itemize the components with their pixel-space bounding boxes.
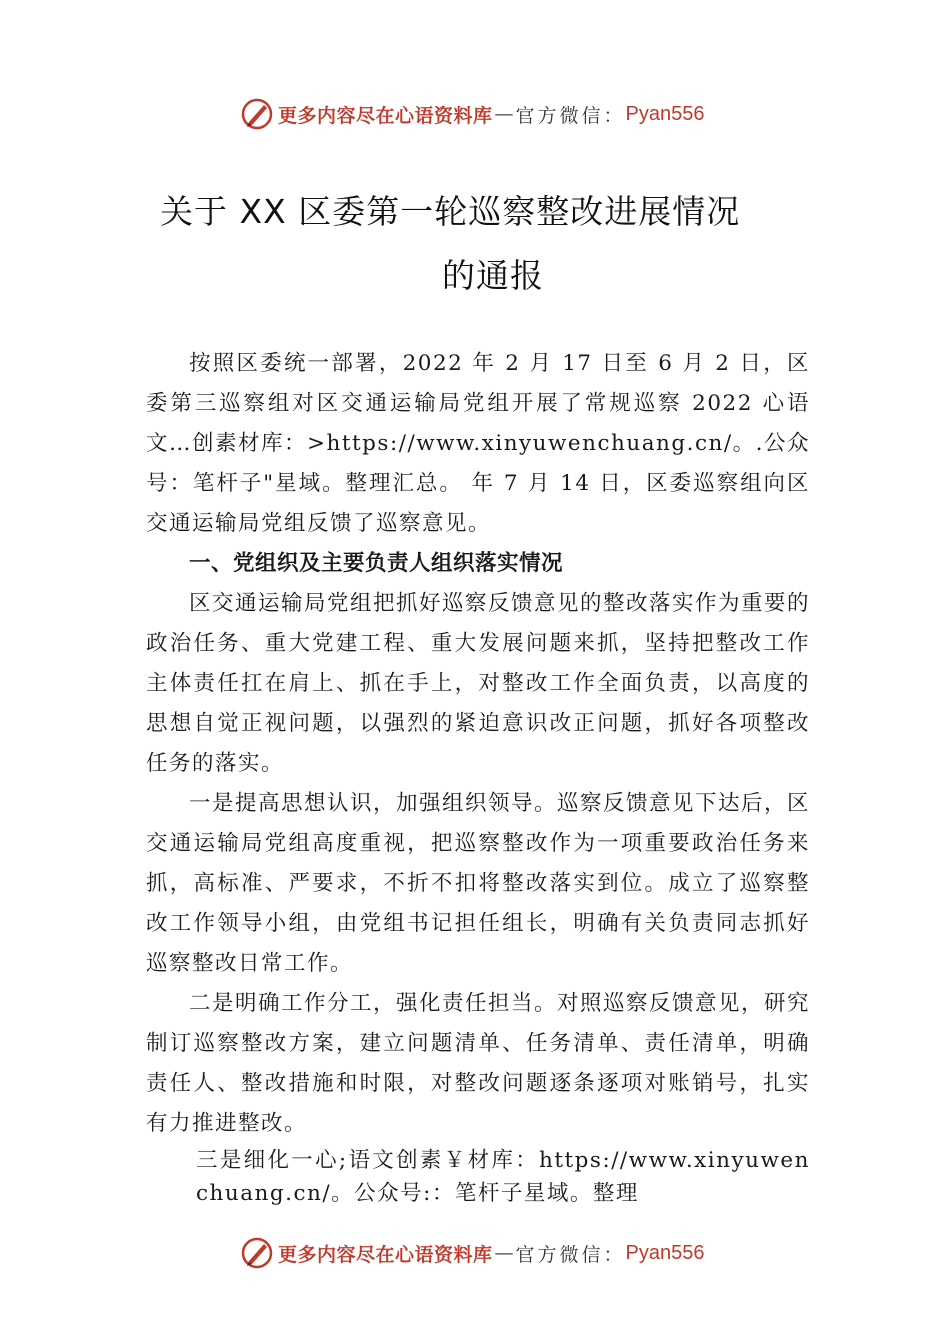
paragraph-3: 二是明确工作分工，强化责任担当。对照巡察反馈意见，研究制订巡察整改方案，建立问题清单、任务清单、责任清单，明确责任人、整改措施和时限，对整改问题逐条逐项对账销号，扎实有力推进整改。 [146,991,811,1136]
header-banner [240,94,705,134]
footer-banner-main-text: 更多内容尽在心语资料库 [278,1243,493,1266]
document-title-line-1: 关于 XX 区委第一轮巡察整改进展情况 [160,192,741,231]
footer-banner-wechat-label: 官方微信： [515,1243,626,1266]
banner-wechat-id: Pyan556 [625,102,705,125]
footer-banner-separator: — [494,1242,514,1264]
document-body [146,344,810,1216]
pen-logo-icon [240,1236,274,1270]
footer-banner-wechat-id: Pyan556 [625,1241,705,1264]
paragraph-2: 一是提高思想认识，加强组织领导。巡察反馈意见下达后，区交通运输局党组高度重视，把巡察整改作为一项重要政治任务来抓，高标准、严要求，不折不扣将整改落实到位。成立了巡察整改工作领导小组，由党组书记担任组长，明确有关负责同志抓好巡察整改日常工作。 [146,791,811,976]
pen-logo-icon [240,97,274,131]
intro-paragraph: 按照区委统一部署，2022 年 2 月 17 日至 6 月 2 日，区委第三巡察组对区交通运输局党组开展了常规巡察 2022 心语文…创素材库：>https://www.xinyuwenchuang.cn/。.公众号：笔杆子"星域。整理汇总。 年 7 月 14 日，区委巡察组向区交通运输局党组反馈了巡察意见。 [146,351,810,536]
banner-separator: — [494,103,514,125]
footer-banner [240,1233,705,1273]
banner-wechat-label: 官方微信： [515,104,626,127]
paragraph-1: 区交通运输局党组把抓好巡察反馈意见的整改落实作为重要的政治任务、重大党建工程、重大发展问题来抓，坚持把整改工作主体责任扛在肩上、抓在手上，对整改工作全面负责，以高度的思想自觉正视问题，以强烈的紧迫意识改正问题，抓好各项整改任务的落实。 [146,591,811,776]
paragraph-4: 三是细化一心;语文创素￥材库：https://www.xinyuwenchuang.cn/。公众号:：笔杆子星域。整理 [196,1148,810,1206]
document-title-line-2: 的通报 [442,256,544,295]
banner-main-text: 更多内容尽在心语资料库 [278,104,493,127]
section-heading-1: 一、党组织及主要负责人组织落实情况 [189,551,564,576]
